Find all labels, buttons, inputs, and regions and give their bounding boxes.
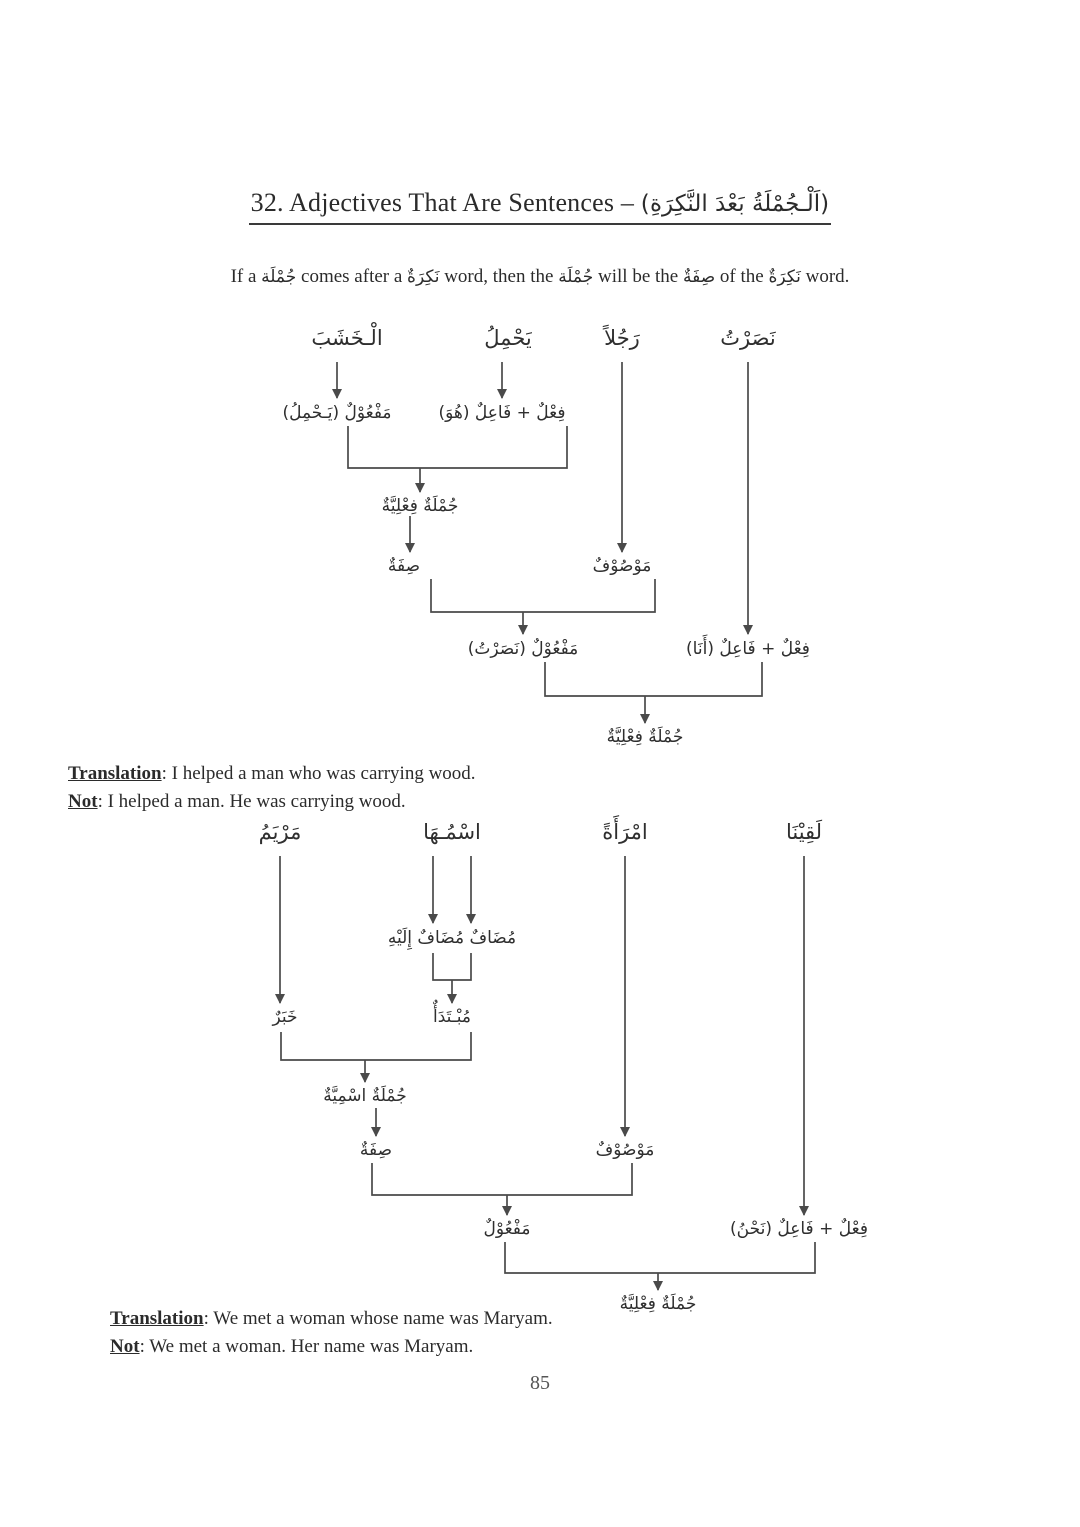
intro-part-2: comes after a [296,266,408,287]
title-index: 32. [250,188,284,217]
diagram-2-label-sifa: صِفَةٌ [359,1140,393,1160]
intro-part-4: will be the [593,266,683,287]
intro-part-3: word, then the [439,266,559,287]
diagram-1-label-maful-yahmil: مَفْعُوْلٌ (يَـحْمِلُ) [282,403,392,423]
diagram-2-label-khabar: خَبَرٌ [272,1007,298,1027]
intro-part-1: If a [230,266,262,287]
intro-arabic-5: نَكِرَةٌ [768,267,801,287]
diagram-2-label-mawsuf: مَوْصُوْفٌ [595,1140,655,1160]
diagram-1-label-maful-nasartu: مَفْعُوْلٌ (نَصَرْتُ) [467,639,579,659]
translation-text: : We met a woman whose name was Maryam. [203,1308,553,1329]
intro-sentence [0,266,1080,288]
diagram-2-label-mudaf-mudaf-ilayh: مُضَافٌ مُضَافٌ إِلَيْهِ [387,928,517,948]
diagram-2-label-jumla-ismiyya: جُمْلَةٌ اسْمِيَّةٌ [323,1086,407,1106]
not-label: Not [68,790,98,812]
intro-arabic-3: جُمْلَة [558,267,594,287]
translation-text: : I helped a man who was carrying wood. [161,763,476,784]
diagram-1-word-0: نَصَرْتُ [720,326,776,350]
diagram-2-label-mubtada: مُبْـتَدَأٌ [433,1007,471,1027]
sentence-tree-diagram-2 [0,820,1080,1320]
diagram-2-label-jumla-filiyya: جُمْلَةٌ فِعْلِيَّةٌ [619,1294,697,1314]
translation-line-2 [68,788,476,816]
diagram-2-word-3: مَرْيَمُ [258,820,302,844]
diagram-2-word-2: اسْمُـهَا [423,820,481,844]
diagram-1-label-jumla-filiyya-outer: جُمْلَةٌ فِعْلِيَّةٌ [606,727,684,747]
not-text: : I helped a man. He was carrying wood. [97,790,406,812]
diagram-2-word-0: لَقِيْنَا [785,820,823,844]
intro-part-5: of the [715,266,769,287]
diagram-2-label-fil-fail-nahnu: فِعْلٌ + فَاعِلٌ (نَحْنُ) [730,1219,868,1239]
intro-part-6: word. [800,266,850,287]
diagram-2-word-1: امْرَأَةً [602,820,648,844]
diagram-2-label-maful: مَفْعُوْلٌ [483,1219,531,1239]
intro-arabic-4: صِفَةٌ [682,267,716,287]
diagram-1-word-1: رَجُلاً [604,326,640,350]
title-dash: – [620,188,635,217]
page-number: 85 [530,1372,550,1394]
translation-line-1 [110,1305,553,1333]
diagram-1-word-2: يَحْمِلُ [484,326,532,350]
diagram-1-word-3: الْـخَشَبَ [311,326,383,350]
diagram-1-label-fil-fail-huwa: فِعْلٌ + فَاعِلٌ (هُوَ) [438,403,566,423]
translation-label: Translation [68,763,162,784]
intro-arabic-1: جُمْلَة [261,267,297,287]
diagram-1-label-jumla-filiyya-inner: جُمْلَةٌ فِعْلِيَّةٌ [381,496,459,516]
sentence-tree-diagram-1 [0,300,1080,760]
intro-arabic-2: نَكِرَةٌ [407,267,440,287]
translation-line-2 [110,1333,553,1361]
translation-label: Translation [110,1308,204,1329]
diagram-1-connectors [0,300,1080,760]
diagram-1-label-sifa: صِفَةٌ [387,556,421,576]
translation-block-2 [110,1305,553,1360]
translation-block-1 [68,760,476,815]
page-title [0,188,1080,225]
diagram-1-label-fil-fail-ana: فِعْلٌ + فَاعِلٌ (أَنَا) [686,639,810,659]
not-label: Not [110,1335,140,1357]
diagram-1-label-mawsuf: مَوْصُوْفٌ [592,556,652,576]
title-english: Adjectives That Are Sentences [289,188,615,217]
diagram-2-connectors [0,820,1080,1320]
translation-line-1 [68,760,476,788]
title-arabic: (اَلْـجُمْلَةُ بَعْدَ النَّكِرَةِ) [640,191,830,217]
not-text: : We met a woman. Her name was Maryam. [139,1335,474,1357]
